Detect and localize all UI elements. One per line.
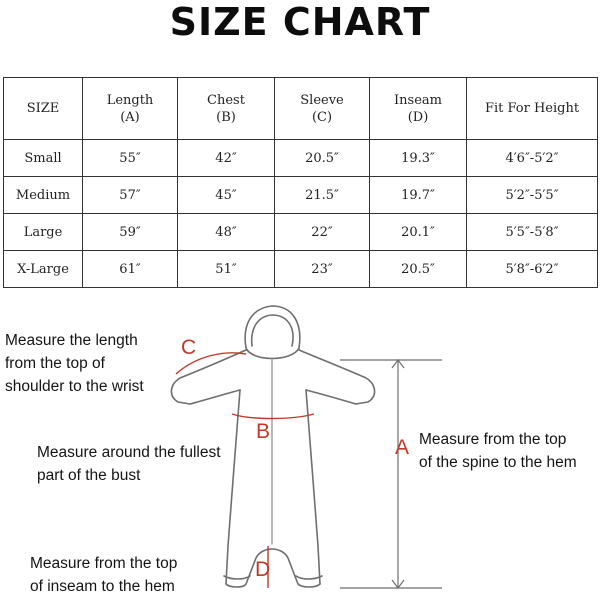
- chest-note-line: part of the bust: [37, 467, 141, 484]
- cell-length: 55″: [83, 140, 178, 177]
- cell-fit-height: 5′8″-6′2″: [467, 251, 598, 288]
- label-c: C: [181, 336, 197, 359]
- cell-length: 59″: [83, 214, 178, 251]
- cell-fit-height: 5′2″-5′5″: [467, 177, 598, 214]
- cell-sleeve: 21.5″: [275, 177, 370, 214]
- cell-length: 57″: [83, 177, 178, 214]
- cell-chest: 45″: [178, 177, 275, 214]
- cell-inseam: 19.3″: [370, 140, 467, 177]
- inseam-note-line: Measure from the top: [30, 555, 178, 572]
- cell-fit-height: 5′5″-5′8″: [467, 214, 598, 251]
- length-note-line: Measure from the top: [419, 431, 567, 448]
- header-length: Length (A): [83, 78, 178, 140]
- cell-chest: 51″: [178, 251, 275, 288]
- sleeve-note-line: Measure the length: [5, 332, 138, 349]
- inseam-note: [30, 552, 177, 598]
- table-row: [4, 214, 598, 251]
- table-row: [4, 251, 598, 288]
- chest-note: [37, 441, 221, 487]
- cell-inseam: 20.5″: [370, 251, 467, 288]
- chest-note-line: Measure around the fullest: [37, 444, 221, 461]
- header-sleeve: Sleeve (C): [275, 78, 370, 140]
- cell-inseam: 20.1″: [370, 214, 467, 251]
- header-fit-height: Fit For Height: [467, 78, 598, 140]
- sleeve-note-line: from the top of: [5, 355, 105, 372]
- cell-sleeve: 23″: [275, 251, 370, 288]
- header-inseam: Inseam (D): [370, 78, 467, 140]
- sleeve-note-line: shoulder to the wrist: [5, 378, 144, 395]
- label-b: B: [256, 420, 271, 443]
- cell-fit-height: 4′6″-5′2″: [467, 140, 598, 177]
- cell-size: X-Large: [4, 251, 83, 288]
- label-d: D: [255, 558, 271, 581]
- cell-size: Large: [4, 214, 83, 251]
- sleeve-note: [5, 329, 144, 398]
- header-chest: Chest (B): [178, 78, 275, 140]
- cell-sleeve: 22″: [275, 214, 370, 251]
- cell-inseam: 19.7″: [370, 177, 467, 214]
- inseam-note-line: of inseam to the hem: [30, 578, 175, 595]
- table-header-row: [4, 78, 598, 140]
- cell-size: Small: [4, 140, 83, 177]
- cell-chest: 42″: [178, 140, 275, 177]
- size-chart-title: SIZE CHART: [169, 0, 431, 44]
- cell-length: 61″: [83, 251, 178, 288]
- table-row: [4, 177, 598, 214]
- measurement-diagram: [0, 296, 600, 600]
- length-note: [419, 428, 577, 474]
- cell-sleeve: 20.5″: [275, 140, 370, 177]
- cell-chest: 48″: [178, 214, 275, 251]
- label-a: A: [395, 436, 410, 459]
- table-row: [4, 140, 598, 177]
- length-note-line: of the spine to the hem: [419, 454, 577, 471]
- header-size: SIZE: [4, 78, 83, 140]
- size-table: [3, 77, 598, 288]
- cell-size: Medium: [4, 177, 83, 214]
